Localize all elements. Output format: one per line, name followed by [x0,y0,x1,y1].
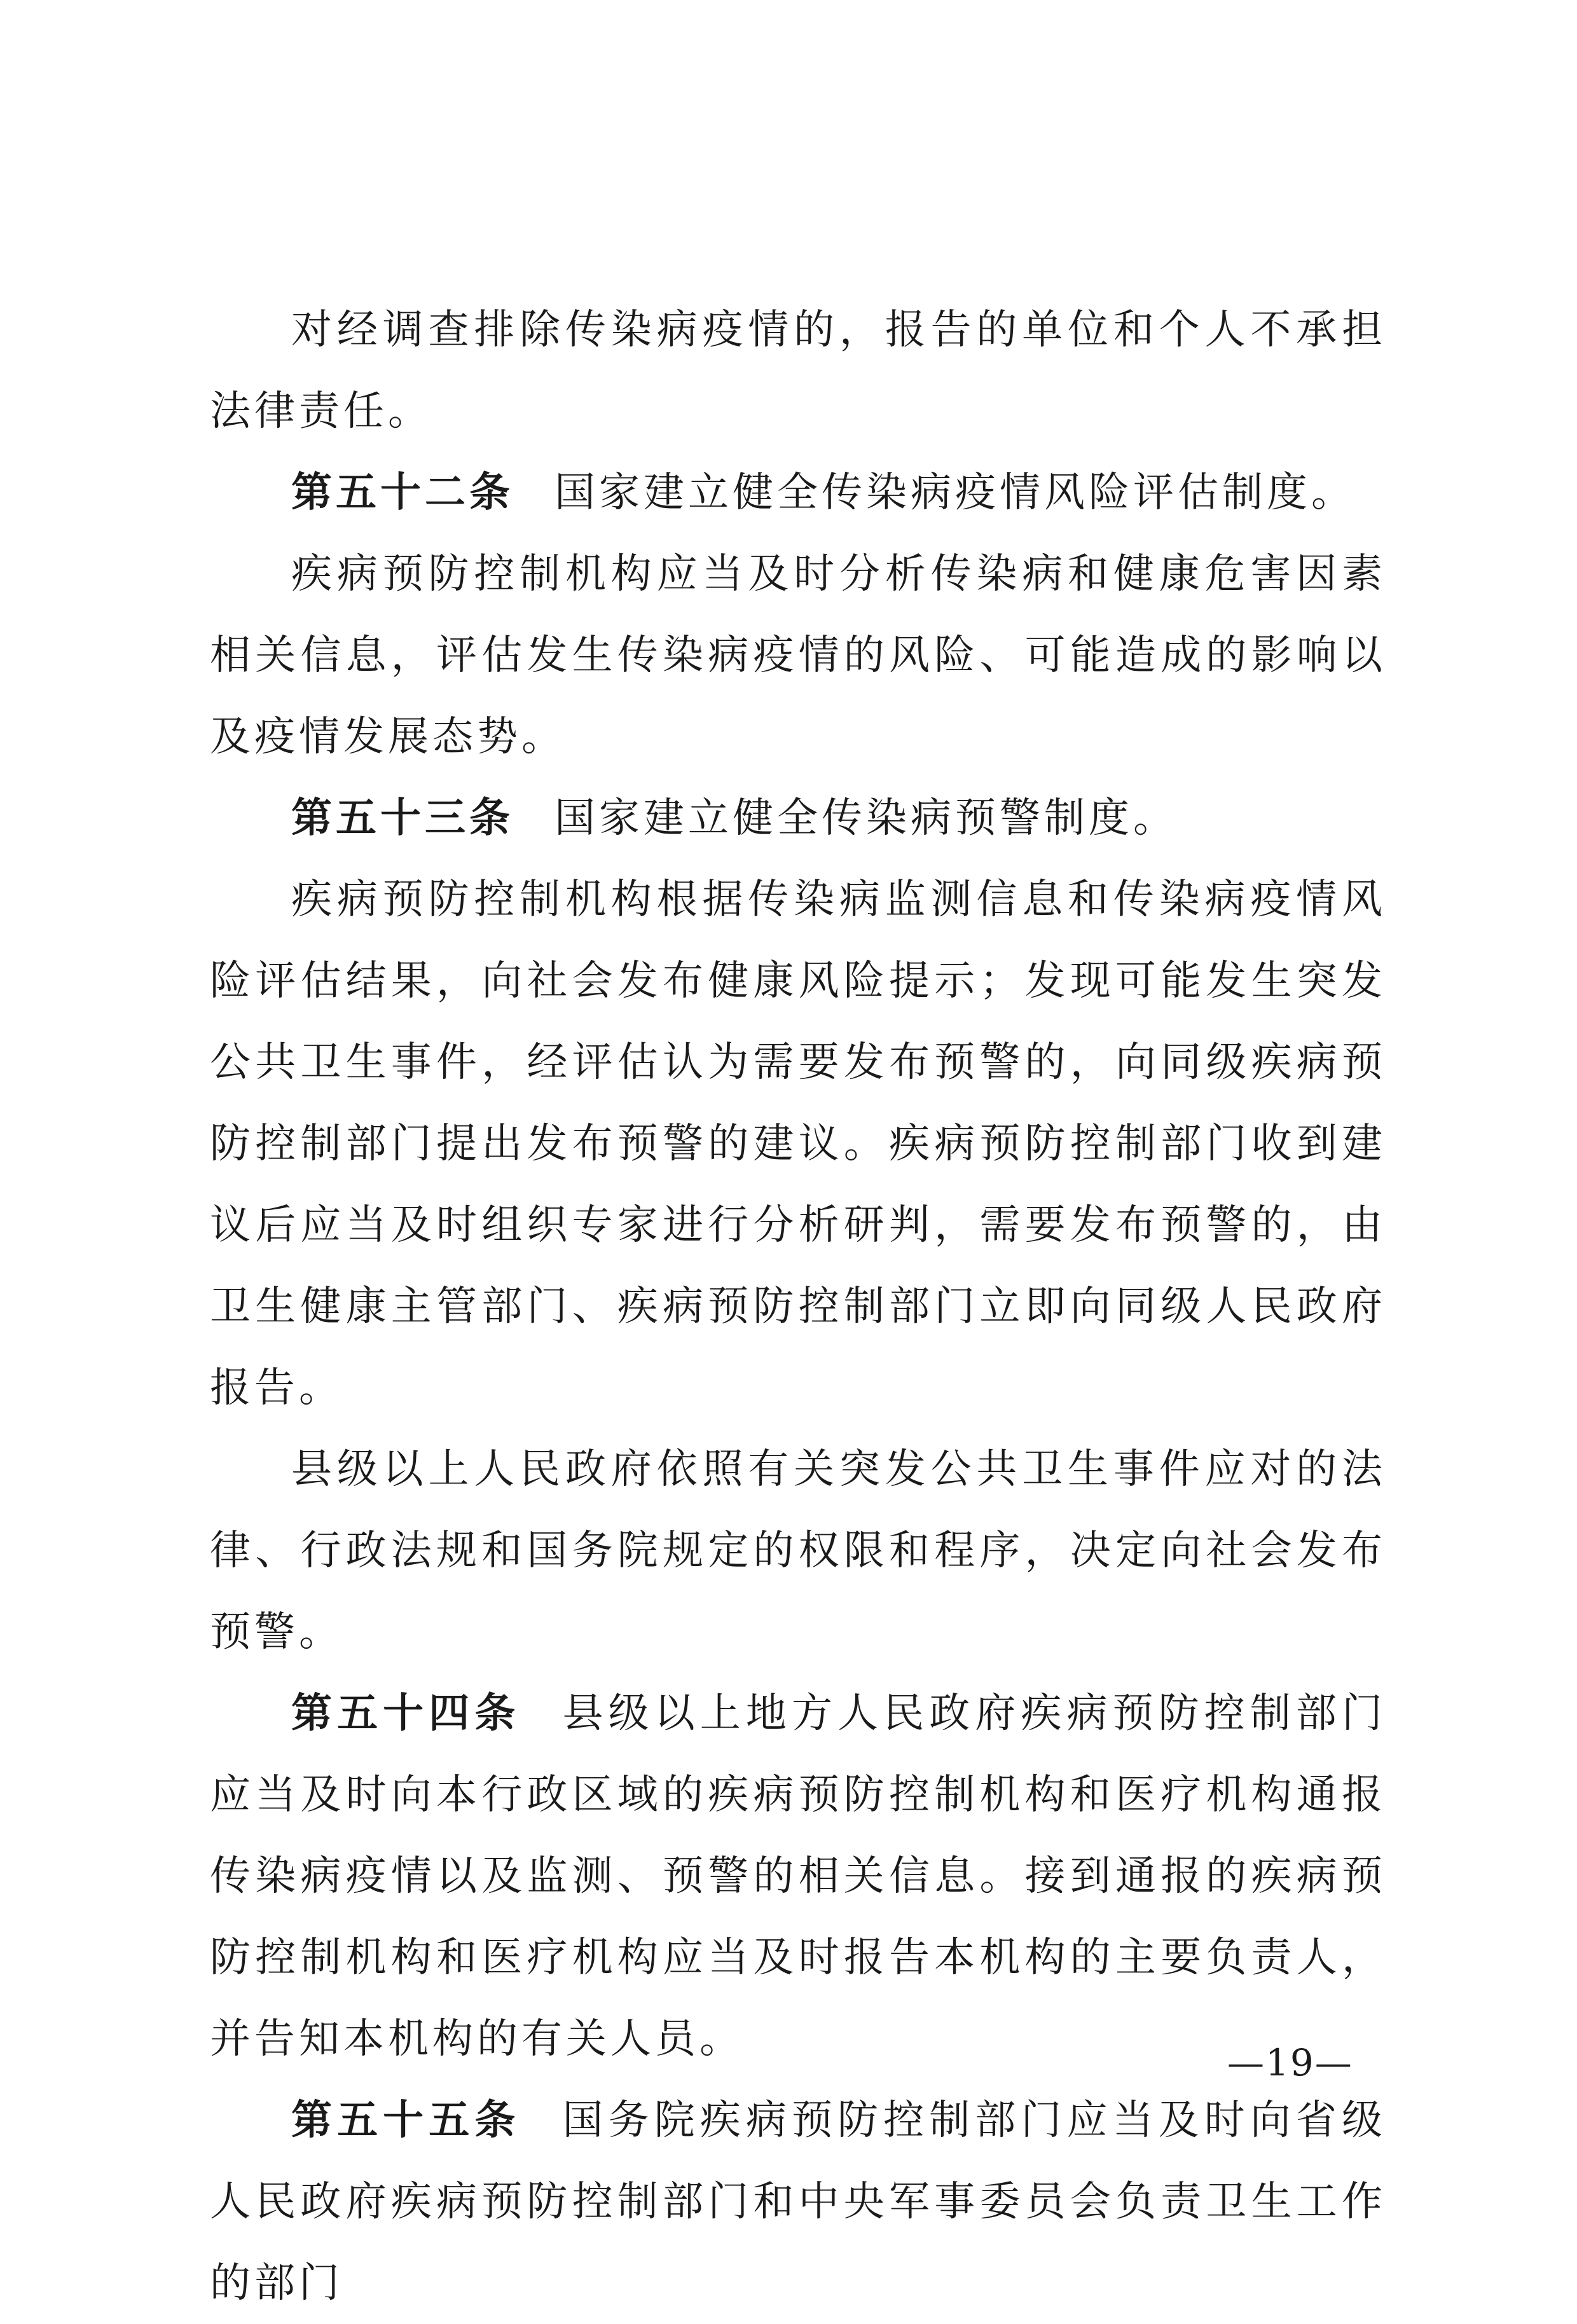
paragraph-text: 国务院疾病预防控制部门应当及时向省级人民政府疾病预防控制部门和中央军事委员会负责卫生工作的部门 [210,2097,1387,2307]
paragraph-text: 对经调查排除传染病疫情的，报告的单位和个人不承担法律责任。 [210,306,1386,435]
article-title: 第五十四条 [291,1690,521,1737]
article-title: 第五十二条 [291,469,514,516]
article-53-body-1 [210,859,1386,1429]
article-title: 第五十五条 [291,2097,521,2144]
article-title: 第五十三条 [291,795,514,842]
article-52-body [210,533,1386,778]
paragraph-text: 疾病预防控制机构根据传染病监测信息和传染病疫情风险评估结果，向社会发布健康风险提示；发现可能发生突发公共卫生事件，经评估认为需要发布预警的，向同级疾病预防控制部门提出发布预警的建议。疾病预防控制部门收到建议后应当及时组织专家进行分析研判，需要发布预警的，由卫生健康主管部门、疾病预防控制部门立即向同级人民政府报告。 [210,876,1386,1412]
article-53-heading [210,778,1386,859]
paragraph-text: 国家建立健全传染病预警制度。 [554,795,1178,842]
paragraph-continuation [210,289,1386,452]
paragraph-text: 疾病预防控制机构应当及时分析传染病和健康危害因素相关信息，评估发生传染病疫情的风险、可能造成的影响以及疫情发展态势。 [210,551,1386,760]
article-55 [210,2080,1386,2324]
article-54 [210,1673,1386,2080]
paragraph-text: 县级以上地方人民政府疾病预防控制部门应当及时向本行政区域的疾病预防控制机构和医疗机构通报传染病疫情以及监测、预警的相关信息。接到通报的疾病预防控制机构和医疗机构应当及时报告本机构的主要负责人，并告知本机构的有关人员。 [210,1690,1387,2063]
article-52-heading [210,452,1386,533]
page-number: —19— [1227,2041,1353,2084]
document-body [210,289,1386,2324]
paragraph-text: 国家建立健全传染病疫情风险评估制度。 [554,469,1356,516]
article-53-body-2 [210,1429,1386,1673]
paragraph-text: 县级以上人民政府依照有关突发公共卫生事件应对的法律、行政法规和国务院规定的权限和程序，决定向社会发布预警。 [210,1446,1386,1656]
